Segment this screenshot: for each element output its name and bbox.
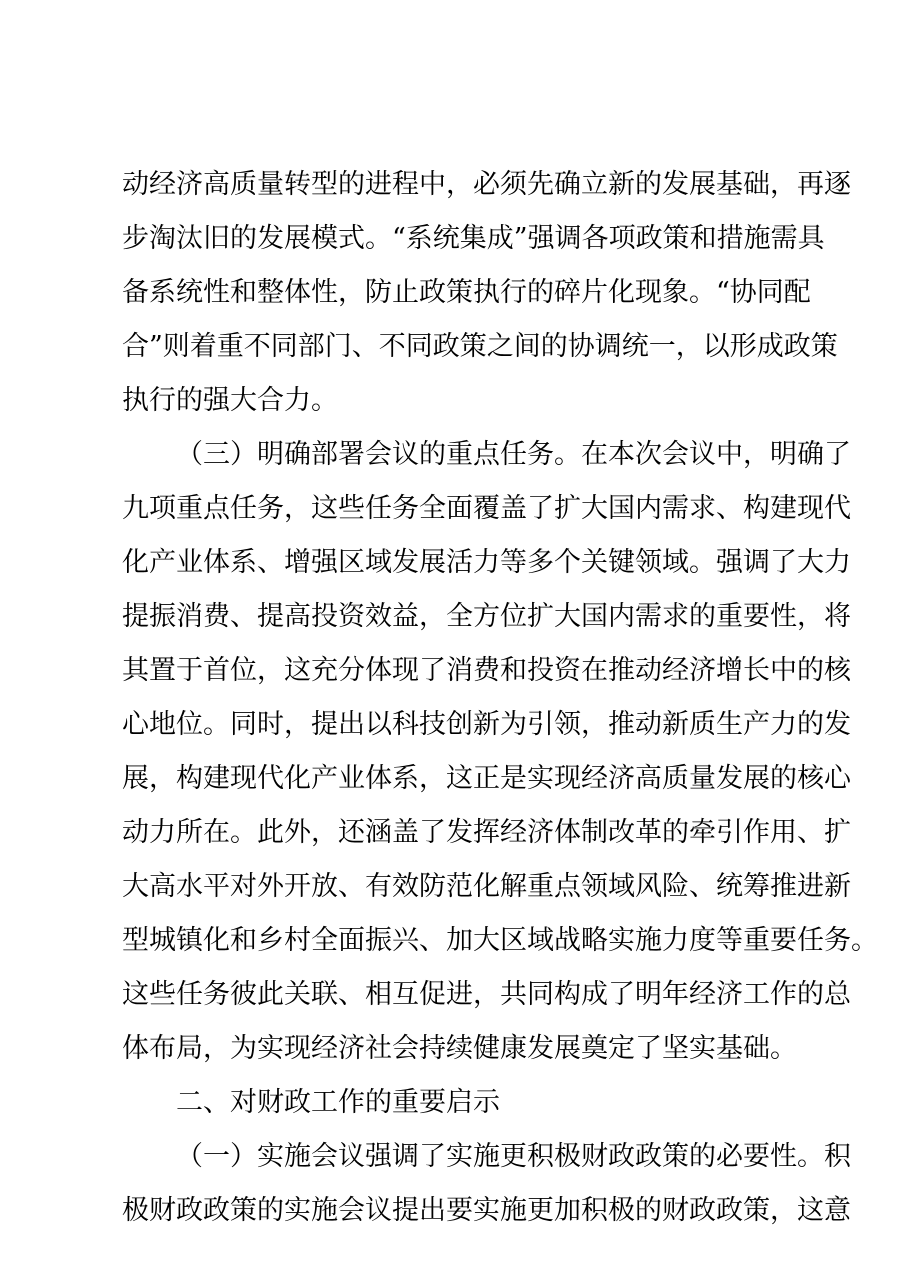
text-line: 型城镇化和乡村全面振兴、加大区域战略实施力度等重要任务。	[122, 925, 878, 956]
text-line: 合”则着重不同部门、不同政策之间的协调统一，以形成政策	[122, 331, 838, 362]
text-line: （一）实施会议强调了实施更积极财政政策的必要性。积	[176, 1141, 851, 1172]
text-line: 化产业体系、增强区域发展活力等多个关键领域。强调了大力	[122, 547, 851, 578]
text-line: 展，构建现代化产业体系，这正是实现经济高质量发展的核心	[122, 763, 851, 794]
text-line: 备系统性和整体性，防止政策执行的碎片化现象。“协同配	[122, 277, 811, 308]
text-line: 动经济高质量转型的进程中，必须先确立新的发展基础，再逐	[122, 169, 851, 200]
text-line: 体布局，为实现经济社会持续健康发展奠定了坚实基础。	[122, 1033, 797, 1064]
text-line: 动力所在。此外，还涵盖了发挥经济体制改革的牵引作用、扩	[122, 817, 851, 848]
section-heading: 二、对财政工作的重要启示	[176, 1087, 500, 1118]
text-line: 提振消费、提高投资效益，全方位扩大国内需求的重要性，将	[122, 601, 851, 632]
text-line: （三）明确部署会议的重点任务。在本次会议中，明确了	[176, 439, 851, 470]
text-line: 这些任务彼此关联、相互促进，共同构成了明年经济工作的总	[122, 979, 851, 1010]
text-line: 心地位。同时，提出以科技创新为引领，推动新质生产力的发	[122, 709, 851, 740]
text-line: 极财政政策的实施会议提出要实施更加积极的财政政策，这意	[122, 1195, 851, 1226]
text-line: 大高水平对外开放、有效防范化解重点领域风险、统筹推进新	[122, 871, 851, 902]
text-line: 九项重点任务，这些任务全面覆盖了扩大国内需求、构建现代	[122, 493, 851, 524]
text-line: 执行的强大合力。	[122, 385, 338, 416]
text-line: 步淘汰旧的发展模式。“系统集成”强调各项政策和措施需具	[122, 223, 825, 254]
text-line: 其置于首位，这充分体现了消费和投资在推动经济增长中的核	[122, 655, 851, 686]
